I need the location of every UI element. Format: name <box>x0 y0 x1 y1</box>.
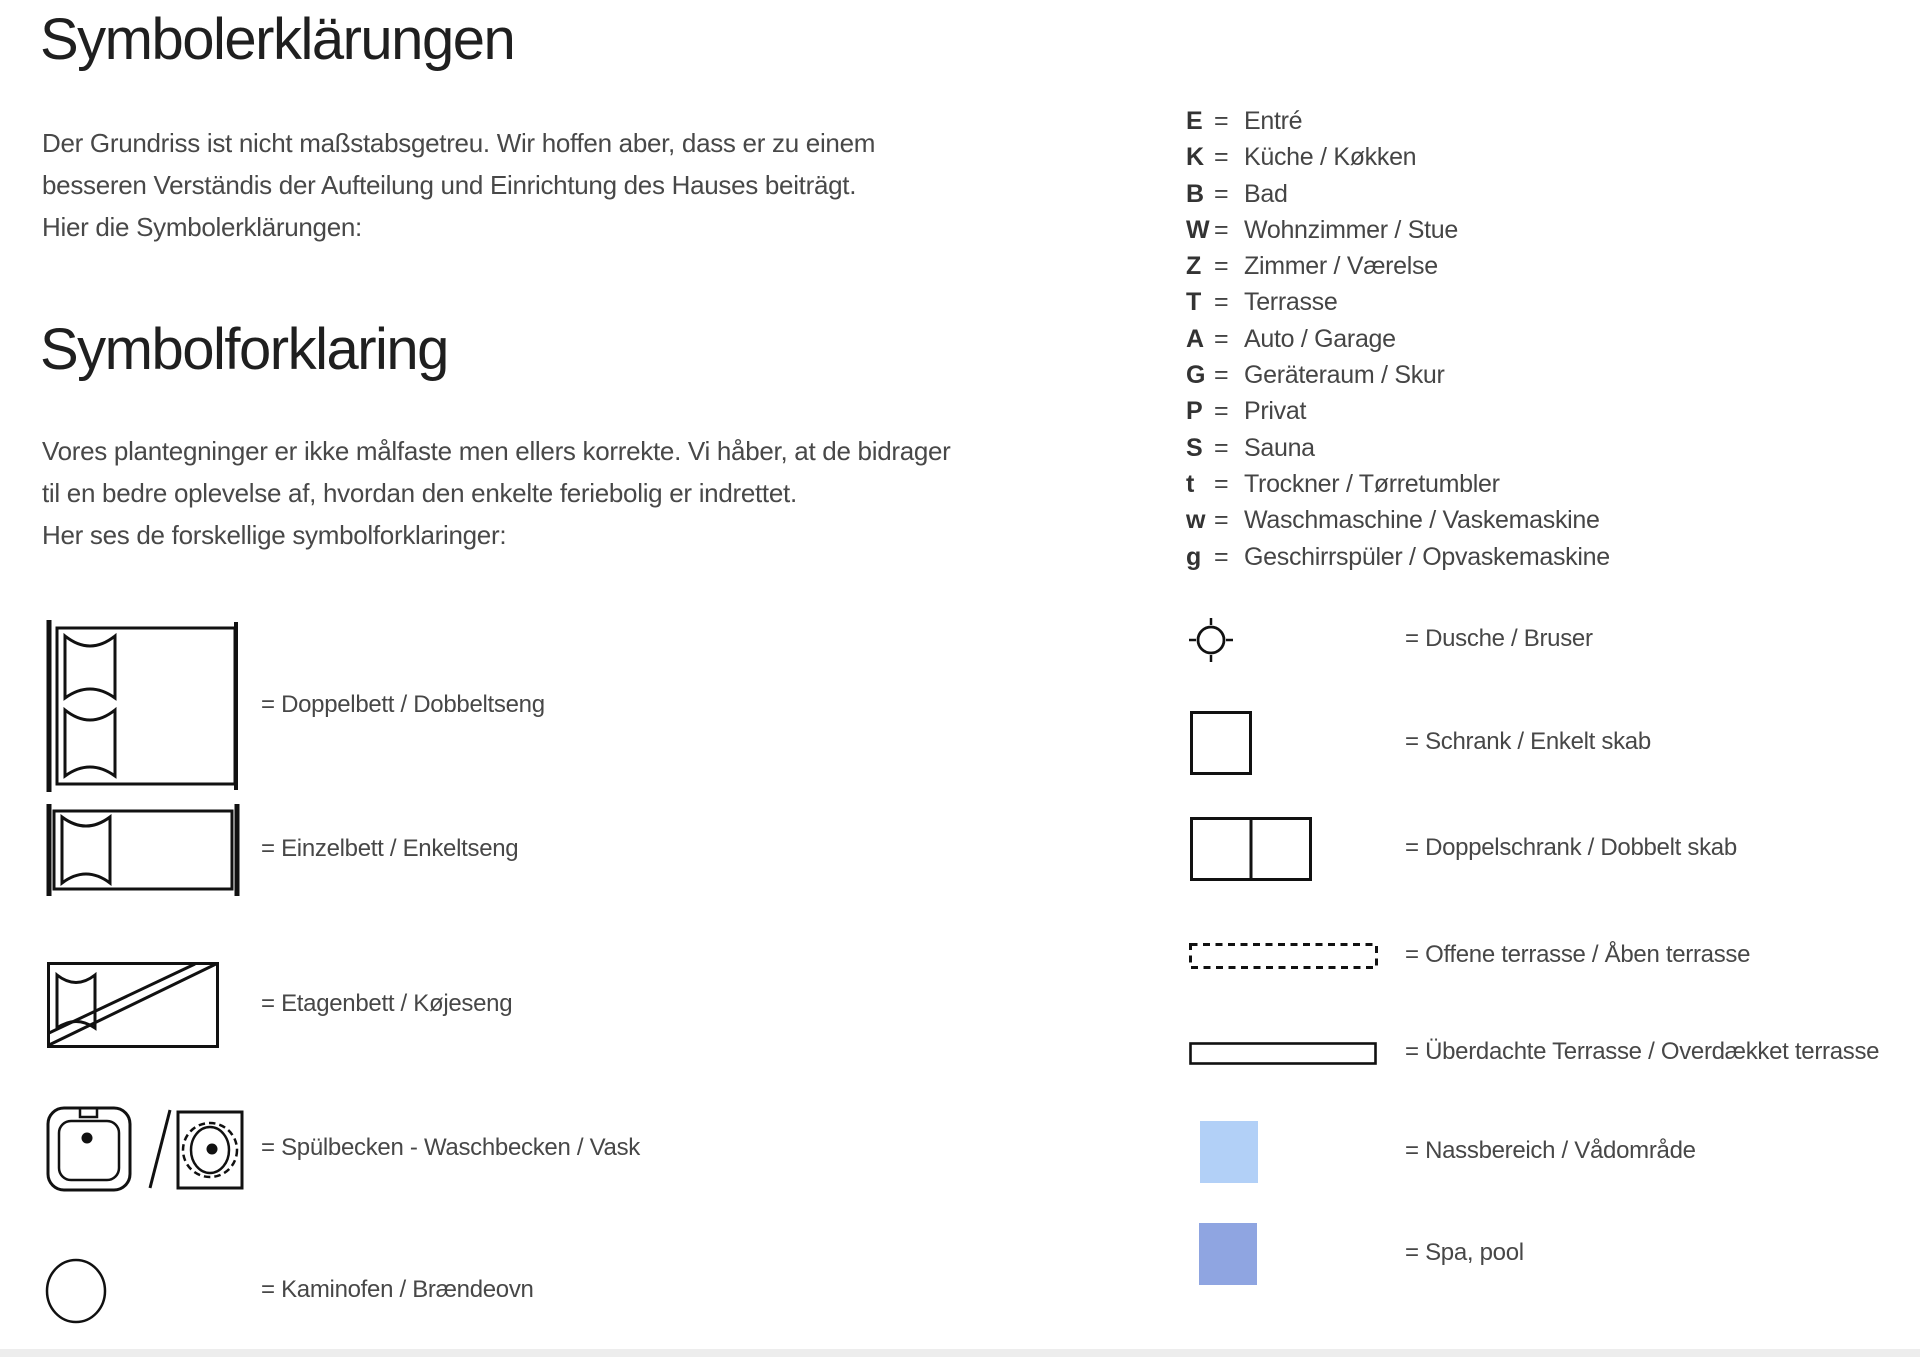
german-intro-line: Der Grundriss ist nicht maßstabsgetreu. Wir hoffen aber, dass er zu einem <box>42 128 876 158</box>
danish-intro-paragraph <box>42 430 951 556</box>
danish-intro-line: til en bedre oplevelse af, hvordan den enkelte feriebolig er indrettet. <box>42 478 797 508</box>
abbreviation-definition: Wohnzimmer / Stue <box>1244 215 1458 244</box>
sink-washbasin-label: = Spülbecken - Waschbecken / Vask <box>261 1133 640 1161</box>
wood-stove-label: = Kaminofen / Brændeovn <box>261 1275 534 1303</box>
abbreviation-letter: A <box>1186 324 1205 353</box>
abbreviation-row <box>1186 139 1610 175</box>
abbreviation-row <box>1186 466 1610 502</box>
covered-terrace-label: = Überdachte Terrasse / Overdækket terrasse <box>1405 1037 1880 1065</box>
wet-area-label: = Nassbereich / Vådområde <box>1405 1136 1696 1164</box>
shower-icon <box>1188 617 1234 663</box>
danish-intro-line: Vores plantegninger er ikke målfaste men ellers korrekte. Vi håber, at de bidrager <box>42 436 951 466</box>
abbreviation-letter: T <box>1186 288 1202 317</box>
abbreviation-row <box>1186 502 1610 538</box>
abbreviation-list <box>1186 103 1610 575</box>
equals-sign: = <box>1214 179 1229 208</box>
abbreviation-row <box>1186 539 1610 575</box>
abbreviation-definition: Terrasse <box>1244 288 1338 317</box>
abbreviation-definition: Waschmaschine / Vaskemaskine <box>1244 506 1600 535</box>
abbreviation-definition: Geräteraum / Skur <box>1244 361 1445 390</box>
bunk-bed-icon <box>47 962 219 1048</box>
abbreviation-definition: Entré <box>1244 107 1303 135</box>
equals-sign: = <box>1214 542 1229 571</box>
abbreviation-letter: E <box>1186 107 1203 135</box>
equals-sign: = <box>1214 433 1229 462</box>
abbreviation-letter: P <box>1186 397 1203 426</box>
single-bed-icon <box>45 804 241 896</box>
bunk-bed-label: = Etagenbett / Køjeseng <box>261 989 513 1017</box>
abbreviation-definition: Sauna <box>1244 433 1315 462</box>
open-terrace-icon <box>1189 943 1378 969</box>
equals-sign: = <box>1214 506 1229 535</box>
open-terrace-label: = Offene terrasse / Åben terrasse <box>1405 940 1751 968</box>
abbreviation-row <box>1186 103 1610 139</box>
spa-pool-label: = Spa, pool <box>1405 1238 1524 1266</box>
abbreviation-definition: Küche / Køkken <box>1244 143 1417 172</box>
abbreviation-row <box>1186 393 1610 429</box>
single-cabinet-icon <box>1190 711 1252 775</box>
abbreviation-letter: S <box>1186 433 1203 462</box>
abbreviation-letter: Z <box>1186 252 1202 281</box>
sink-washbasin-icon <box>46 1104 246 1194</box>
abbreviation-row <box>1186 357 1610 393</box>
german-intro-line: besseren Verständis der Aufteilung und Einrichtung des Hauses beiträgt. <box>42 170 857 200</box>
abbreviation-letter: g <box>1186 542 1202 571</box>
equals-sign: = <box>1214 215 1229 244</box>
abbreviation-row <box>1186 284 1610 320</box>
covered-terrace-icon <box>1189 1042 1377 1065</box>
wood-stove-icon <box>44 1258 108 1324</box>
double-cabinet-icon <box>1190 817 1312 881</box>
wet-area-swatch <box>1200 1121 1258 1183</box>
page-title-danish: Symbolforklaring <box>40 317 448 382</box>
abbreviation-letter: G <box>1186 361 1206 390</box>
abbreviation-row <box>1186 430 1610 466</box>
bottom-strip <box>0 1349 1920 1357</box>
abbreviation-row <box>1186 212 1610 248</box>
abbreviation-row <box>1186 176 1610 212</box>
abbreviation-definition: Geschirrspüler / Opvaskemaskine <box>1244 542 1610 571</box>
abbreviation-letter: W <box>1186 215 1210 244</box>
abbreviation-definition: Bad <box>1244 179 1288 208</box>
abbreviation-definition: Trockner / Tørretumbler <box>1244 469 1500 498</box>
double-cabinet-label: = Doppelschrank / Dobbelt skab <box>1405 833 1737 861</box>
abbreviation-letter: t <box>1186 469 1195 498</box>
equals-sign: = <box>1214 107 1229 135</box>
single-cabinet-label: = Schrank / Enkelt skab <box>1405 727 1651 755</box>
german-intro-line: Hier die Symbolerklärungen: <box>42 212 362 242</box>
single-bed-label: = Einzelbett / Enkeltseng <box>261 834 519 862</box>
abbreviation-definition: Auto / Garage <box>1244 324 1396 353</box>
double-bed-icon <box>45 620 241 792</box>
equals-sign: = <box>1214 252 1229 281</box>
equals-sign: = <box>1214 361 1229 390</box>
equals-sign: = <box>1214 288 1229 317</box>
abbreviation-row <box>1186 321 1610 357</box>
abbreviation-row <box>1186 248 1610 284</box>
equals-sign: = <box>1214 143 1229 172</box>
abbreviation-letter: B <box>1186 179 1205 208</box>
german-intro-paragraph <box>42 122 875 248</box>
equals-sign: = <box>1214 397 1229 426</box>
shower-label: = Dusche / Bruser <box>1405 624 1593 652</box>
double-bed-label: = Doppelbett / Dobbeltseng <box>261 690 545 718</box>
page-title-german: Symbolerklärungen <box>40 7 515 72</box>
abbreviation-letter: w <box>1186 506 1206 535</box>
spa-pool-swatch <box>1199 1223 1257 1285</box>
danish-intro-line: Her ses de forskellige symbolforklaringer: <box>42 520 507 550</box>
abbreviation-definition: Privat <box>1244 397 1307 426</box>
equals-sign: = <box>1214 324 1229 353</box>
abbreviation-definition: Zimmer / Værelse <box>1244 252 1438 281</box>
abbreviation-letter: K <box>1186 143 1205 172</box>
equals-sign: = <box>1214 469 1229 498</box>
